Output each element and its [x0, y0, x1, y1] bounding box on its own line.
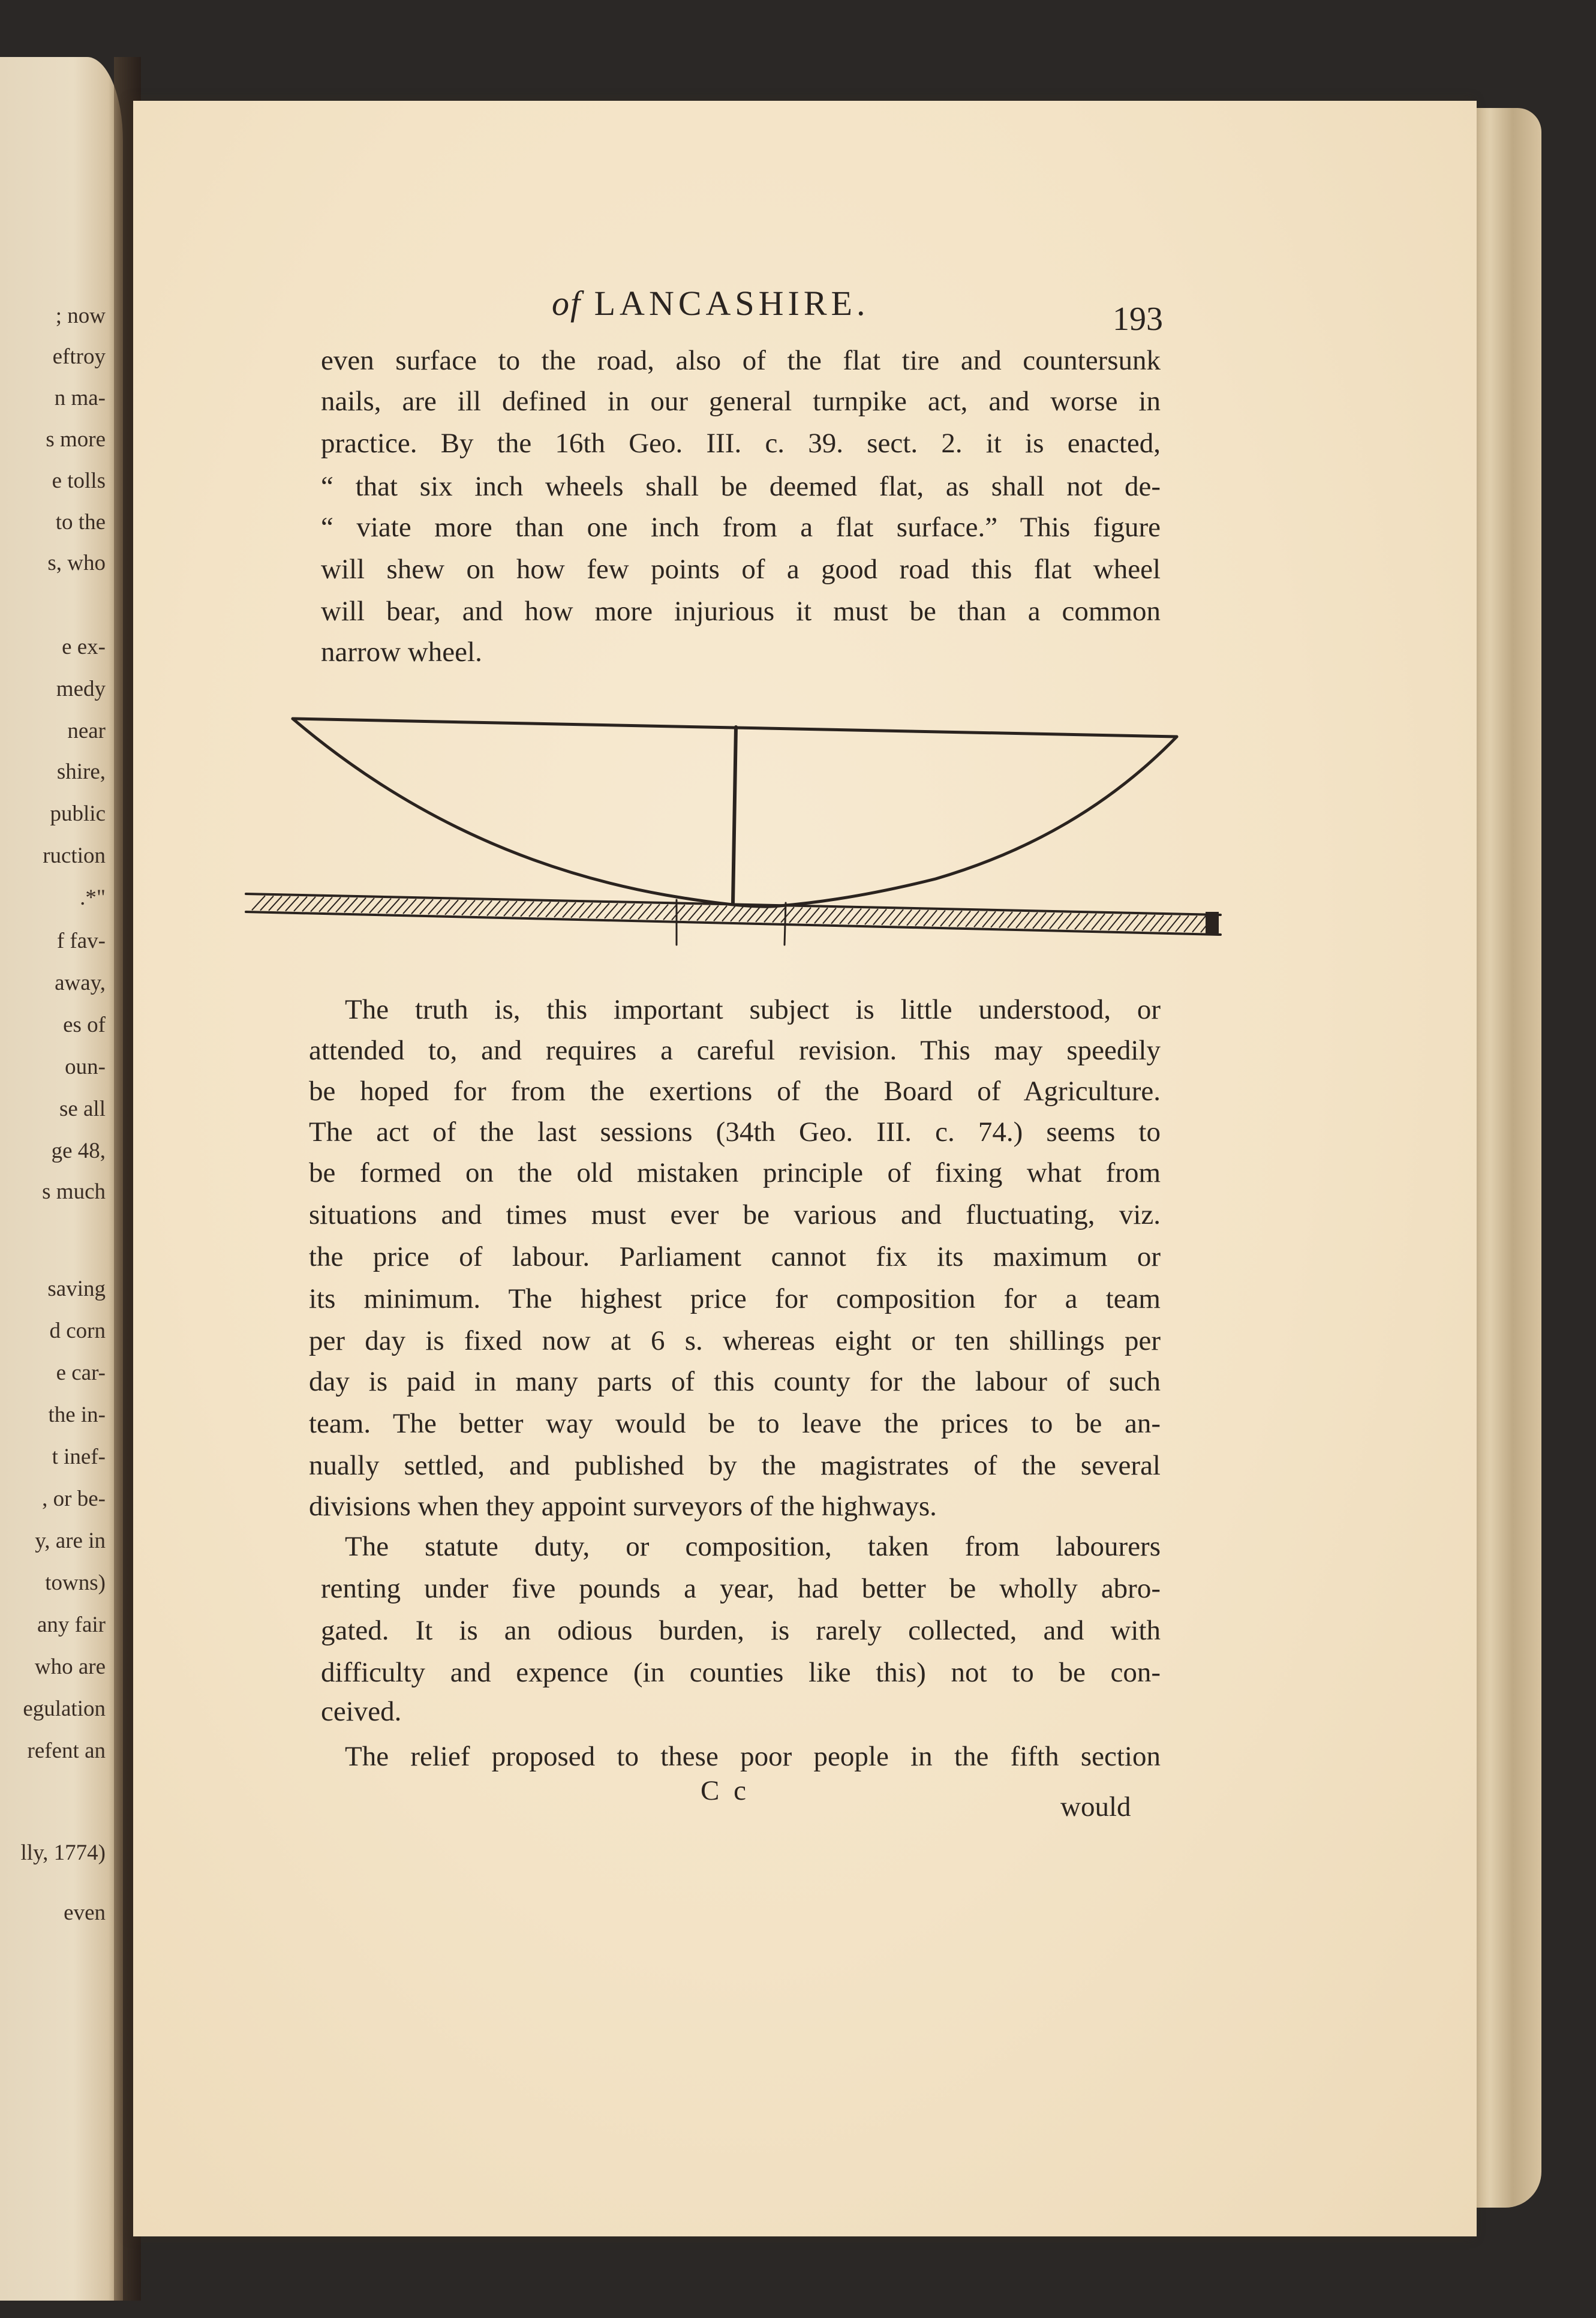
text-line: narrow wheel. — [321, 636, 482, 668]
text-line: even surface to the road, also of the flat tire and countersunk — [321, 347, 1161, 376]
left-page-fragment: egulation — [23, 1697, 106, 1721]
left-page-fragment: towns) — [45, 1571, 106, 1595]
text-line: difficulty and expence (in counties like this) not to be con- — [321, 1659, 1161, 1688]
text-line: team. The better way would be to leave the prices to be an- — [309, 1410, 1161, 1439]
left-page-fragment: public — [50, 801, 106, 826]
left-page-fragment: the in- — [48, 1403, 106, 1427]
text-line: nails, are ill defined in our general turnpike act, and worse in — [321, 388, 1161, 417]
left-page-fragment: medy — [56, 677, 106, 701]
left-page-fragment: shire, — [56, 759, 106, 784]
text-line: ceived. — [321, 1696, 402, 1727]
left-page-fragment: f fav- — [56, 929, 106, 953]
left-page-fragment: ruction — [43, 843, 106, 868]
left-page-fragment: e car- — [56, 1361, 106, 1385]
catchword: would — [1060, 1791, 1131, 1822]
text-line: The statute duty, or composition, taken from labourers — [345, 1533, 1161, 1562]
text-line: the price of labour. Parliament cannot fix its maximum or — [309, 1243, 1161, 1272]
left-page-fragment: any fair — [37, 1613, 106, 1637]
figure-vertical-line — [733, 727, 736, 903]
text-line: its minimum. The highest price for composition for a team — [309, 1285, 1161, 1314]
text-line: The truth is, this important subject is little understood, or — [345, 996, 1161, 1025]
left-page-fragment: y, are in — [35, 1529, 106, 1553]
left-page-fragment: ; now — [55, 304, 106, 328]
text-line: nually settled, and published by the magistrates of the several — [309, 1452, 1161, 1481]
left-page-fragment: s much — [42, 1179, 106, 1204]
text-line: practice. By the 16th Geo. III. c. 39. sect. 2. it is enacted, — [321, 430, 1161, 459]
left-page-fragment: to the — [55, 510, 106, 535]
text-line: The relief proposed to these poor people in the fifth section — [345, 1743, 1161, 1772]
left-page-fragment: e ex- — [62, 635, 106, 659]
left-page-fragment: away, — [55, 971, 106, 995]
running-head-title: LANCASHIRE. — [594, 284, 870, 323]
text-line: situations and times must ever be various and fluctuating, viz. — [309, 1201, 1161, 1230]
left-page-fragment: e tolls — [52, 469, 106, 493]
text-line: will bear, and how more injurious it must be than a common — [321, 597, 1161, 627]
left-page-fragment: se all — [59, 1097, 106, 1121]
left-page-fragment: saving — [47, 1277, 106, 1301]
left-page-fragment: ge 48, — [51, 1139, 106, 1163]
text-line: renting under five pounds a year, had better be wholly abro- — [321, 1575, 1161, 1604]
left-page-fragment: even — [64, 1900, 106, 1925]
page-number: 193 — [1113, 301, 1163, 338]
left-page-fragment: , or be- — [42, 1487, 106, 1511]
text-line: “ that six inch wheels shall be deemed flat, as shall not de- — [321, 473, 1161, 502]
left-page-fragment: d corn — [49, 1319, 106, 1343]
left-page-fragment: oun- — [65, 1055, 106, 1079]
left-page-fragment: n ma- — [54, 386, 106, 410]
left-page-fragment: s more — [46, 427, 106, 452]
text-line: divisions when they appoint surveyors of the highways. — [309, 1491, 937, 1522]
text-line: attended to, and requires a careful revision. This may speedily — [309, 1037, 1161, 1066]
left-page-fragment: near — [67, 719, 106, 743]
left-page-fragment: t inef- — [52, 1445, 106, 1469]
text-line: will shew on how few points of a good road this flat wheel — [321, 556, 1161, 585]
text-line: gated. It is an odious burden, is rarely collected, and with — [321, 1617, 1161, 1646]
left-page-fragment: lly, 1774) — [20, 1840, 106, 1865]
left-page-fragment: es of — [63, 1013, 106, 1037]
text-line: “ viate more than one inch from a flat surface.” This figure — [321, 514, 1161, 543]
signature-mark: C c — [701, 1775, 750, 1806]
left-page-fragment: s, who — [47, 551, 106, 575]
running-head-of: of — [552, 284, 582, 323]
text-line: day is paid in many parts of this county for the labour of such — [309, 1368, 1161, 1397]
left-page-fragment: .*" — [80, 885, 106, 910]
text-line: be hoped for from the exertions of the Board of Agriculture. — [309, 1077, 1161, 1107]
left-page-fragment: eftroy — [52, 344, 106, 369]
left-page-fragment: who are — [34, 1655, 106, 1679]
text-line: be formed on the old mistaken principle of fixing what from — [309, 1159, 1161, 1188]
text-line: per day is fixed now at 6 s. whereas eight or ten shillings per — [309, 1327, 1161, 1356]
left-page-fragment: refent an — [27, 1738, 106, 1763]
figure-road-bottom — [246, 912, 1221, 935]
text-line: The act of the last sessions (34th Geo. III. c. 74.) seems to — [309, 1118, 1161, 1148]
